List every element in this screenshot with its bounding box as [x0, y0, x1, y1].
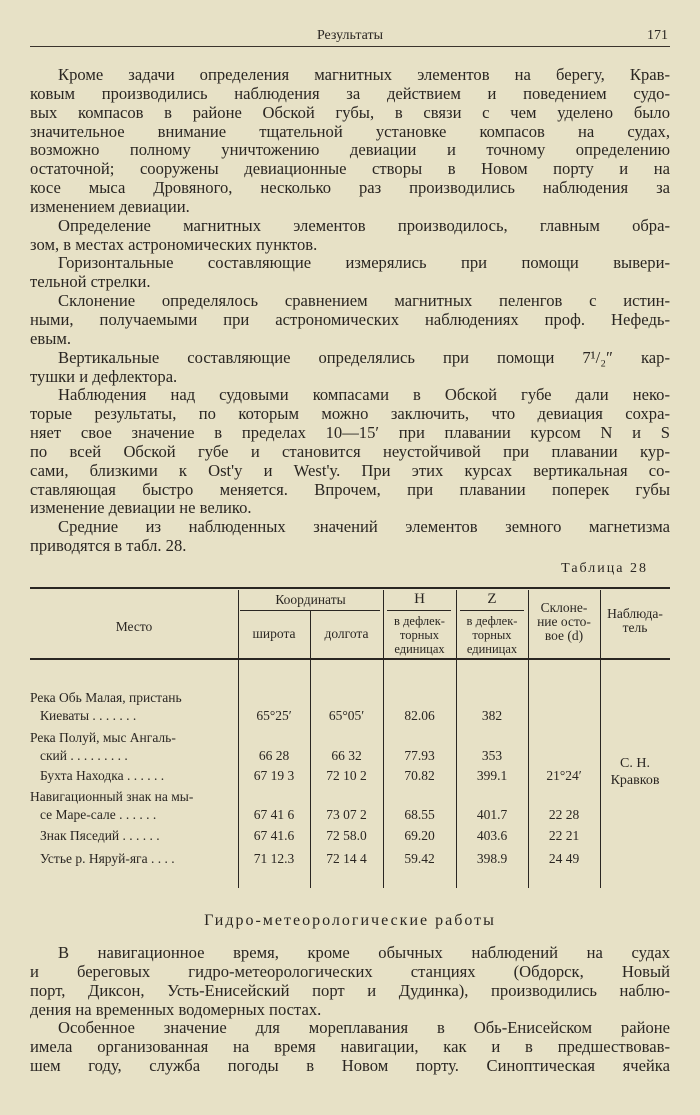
lon-cell: 65°05′	[328, 708, 365, 723]
text-line: шем году, служба погоды в Новом порту. Синоптическая ячейка	[30, 1056, 670, 1076]
table-top-rule	[30, 587, 670, 589]
place-cell-line: Знак Пяседий . . . . . .	[40, 828, 160, 843]
header-z-sub: в дефлек- торных единицах	[466, 614, 518, 656]
text-line: по всей Обской губе и становится неустойчивой при плавании кур-	[30, 441, 670, 461]
header-lon: долгота	[324, 626, 369, 641]
place-cell-line: се Маре-сале . . . . . .	[40, 807, 157, 822]
lon-cell: 73 07 2	[326, 807, 367, 822]
main-text	[30, 66, 670, 556]
place-cell-line: Бухта Находка . . . . . .	[40, 768, 165, 783]
header-observer: Наблюда- тель	[607, 606, 663, 635]
text-line: Средние из наблюденных значений элементов земного магнетизма	[58, 517, 670, 537]
text-line: евым.	[30, 328, 71, 348]
text-line: ставляющая быстро меняется. Впрочем, при плавании поперек губы	[30, 479, 670, 499]
z-cell: 353	[481, 748, 503, 763]
z-cell: 382	[481, 708, 503, 723]
table-caption: Таблица 28	[561, 561, 648, 576]
text-line: ковым производились наблюдения за действием и поведением судо-	[30, 83, 670, 103]
place-cell-line: ский . . . . . . . . .	[40, 748, 128, 763]
lat-cell: 66 28	[258, 748, 290, 763]
place-cell-line: Устье р. Няруй-яга . . . .	[40, 851, 175, 866]
header-declination: Склоне- ние осто- вое (d)	[537, 600, 591, 643]
text-line: остаточной; сооружены девиационные створы в Новом порту и на	[30, 159, 670, 179]
text-line: зом, в местах астрономических пунктов.	[30, 234, 318, 254]
text-line: возможно полному уничтожению девиации и точному определению	[30, 140, 670, 160]
section-title: Гидро-метеорологические работы	[204, 912, 496, 929]
lat-cell: 67 41.6	[253, 828, 295, 843]
h-cell: 59.42	[404, 851, 435, 866]
text-line: Горизонтальные составляющие измерялись при помощи вывери-	[58, 253, 670, 273]
z-cell: 401.7	[476, 807, 508, 822]
lat-cell: 67 19 3	[253, 768, 295, 783]
text-line: и береговых гидро-метеорологических станциях (Обдорск, Новый	[30, 961, 670, 981]
d-cell	[528, 707, 600, 725]
lat-cell: 65°25′	[256, 708, 292, 723]
h-cell: 68.55	[404, 807, 435, 822]
z-cell: 403.6	[476, 828, 508, 843]
h-cell: 70.82	[404, 768, 435, 783]
d-cell: 21°24′	[546, 768, 582, 783]
lat-cell: 71 12.3	[253, 851, 295, 866]
text-line: изменение девиации не велико.	[30, 498, 252, 518]
place-cell-line: Киеваты . . . . . . .	[40, 708, 137, 723]
text-line: порт, Диксон, Усть-Енисейский порт и Дудинка), производились наблю-	[30, 980, 670, 1000]
d-cell: 22 28	[548, 807, 580, 822]
text-line: вых компасов в районе Обской губы, в связи с чем уделено было	[30, 102, 670, 122]
text-line: Наблюдения над судовыми компасами в Обской губе дали неко-	[58, 385, 670, 405]
h-cell: 77.93	[404, 748, 435, 763]
text-line: значительное внимание тщательной установке компасов на судах,	[30, 121, 670, 141]
header-lat: широта	[252, 626, 296, 641]
text-line: изменением девиации.	[30, 196, 190, 216]
text-line: ными, получаемыми при астрономических наблюдениях проф. Нефедь-	[30, 309, 670, 329]
text-line: Склонение определялось сравнением магнитных пеленгов с истин-	[58, 291, 670, 311]
header-subrule	[460, 610, 524, 611]
z-cell: 398.9	[476, 851, 508, 866]
text-line: косе мыса Дровяного, несколько раз производились наблюдения за	[30, 178, 670, 198]
lat-cell: 67 41 6	[253, 807, 295, 822]
d-cell: 22 21	[548, 828, 580, 843]
table-header-rule	[30, 658, 670, 660]
lon-cell: 72 14 4	[326, 851, 367, 866]
d-cell	[528, 747, 600, 765]
table-28	[30, 587, 670, 889]
text-line: В навигационное время, кроме обычных наблюдений на судах	[58, 943, 670, 962]
text-line: Определение магнитных элементов производилось, главным обра-	[58, 215, 670, 235]
text-line: имела организованная на время навигации, как и в предшествовав-	[30, 1037, 670, 1057]
observer-name: С. Н. Кравков	[610, 756, 660, 788]
place-cell-line: Навигационный знак на мы-	[30, 789, 194, 804]
h-cell: 82.06	[404, 708, 435, 723]
place-cell-line: Река Обь Малая, пристань	[30, 690, 182, 705]
running-header	[30, 26, 670, 47]
header-z: Z	[487, 591, 497, 607]
header-place: Место	[115, 619, 153, 634]
place-cell-line: Река Полуй, мыс Ангаль-	[30, 730, 176, 745]
text-line: Особенное значение для мореплавания в Обь-Енисейском районе	[58, 1018, 670, 1038]
d-cell: 24 49	[548, 851, 580, 866]
h-cell: 69.20	[404, 828, 435, 843]
z-cell: 399.1	[476, 768, 508, 783]
header-subrule	[240, 610, 380, 611]
text-line: торые результаты, по которым можно заключить, что девиация сохра-	[30, 404, 670, 424]
text-line: тушки и дефлектора.	[30, 366, 178, 386]
text-line: Кроме задачи определения магнитных элементов на берегу, Крав-	[58, 65, 670, 84]
header-h-sub: в дефлек- торных единицах	[394, 614, 445, 656]
page-number: 171	[647, 28, 668, 43]
text-line: тельной стрелки.	[30, 272, 151, 292]
lon-cell: 72 58.0	[326, 828, 367, 843]
text-line: приводятся в табл. 28.	[30, 536, 187, 556]
header-coords: Координаты	[275, 592, 346, 607]
text-line: няет свое значение в пределах 10—15′ при плавании курсом N и S	[30, 423, 670, 443]
header-h: H	[414, 591, 425, 607]
lon-cell: 66 32	[331, 748, 362, 763]
text-line: Вертикальные составляющие определялись при помощи 7¹/₂″ кар-	[58, 347, 670, 367]
lon-cell: 72 10 2	[326, 768, 367, 783]
section-text	[30, 944, 670, 1076]
header-subrule	[387, 610, 451, 611]
running-title: Результаты	[316, 28, 384, 43]
text-line: дения на временных водомерных постах.	[30, 999, 322, 1019]
text-line: сами, близкими к Ost'у и West'у. При этих курсах вертикальная со-	[30, 460, 670, 480]
